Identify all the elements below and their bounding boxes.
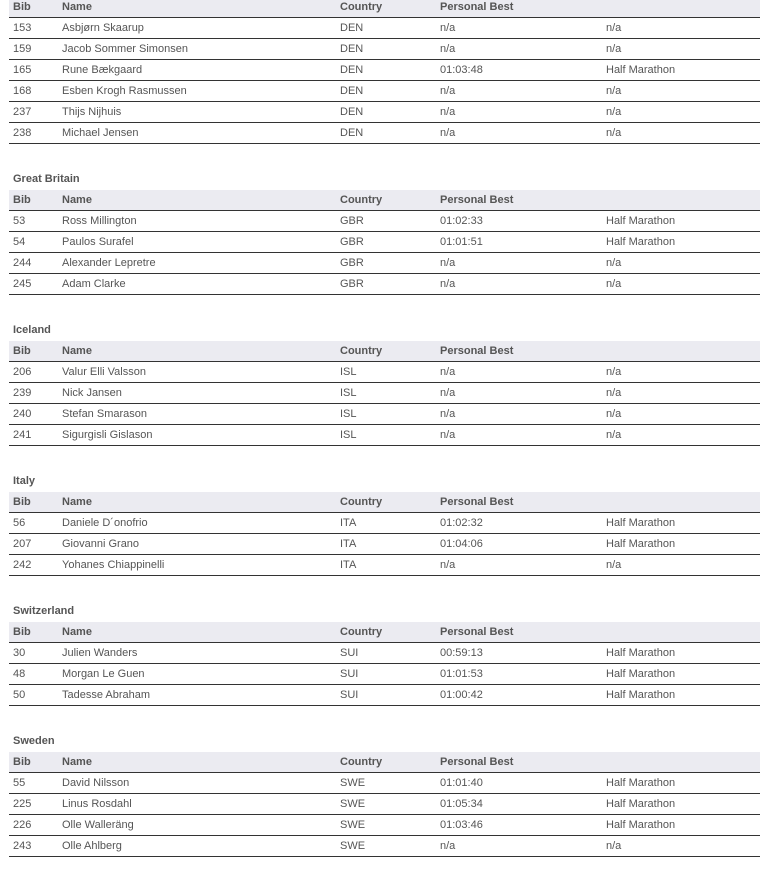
bib-cell: 238 [9,123,62,144]
country-heading: Great Britain [13,173,80,185]
table-row [9,404,760,425]
table-row [9,362,760,383]
table-row [9,123,760,144]
athlete-name-cell: Adam Clarke [62,274,340,295]
table-row [9,643,760,664]
event-cell: n/a [606,362,760,383]
athlete-name-cell: Michael Jensen [62,123,340,144]
bib-cell: 56 [9,513,62,534]
country-section [0,730,768,857]
event-cell: n/a [606,274,760,295]
country-code-cell: DEN [340,123,440,144]
column-header-country: Country [340,492,440,513]
country-code-cell: GBR [340,232,440,253]
event-cell: n/a [606,404,760,425]
column-header-event [606,622,760,643]
athlete-table [9,752,760,857]
table-row [9,18,760,39]
country-code-cell: ISL [340,383,440,404]
event-cell: Half Marathon [606,513,760,534]
column-header-bib: Bib [9,190,62,211]
table-row [9,102,760,123]
personal-best-cell: n/a [440,425,606,446]
bib-cell: 237 [9,102,62,123]
bib-cell: 207 [9,534,62,555]
country-code-cell: DEN [340,39,440,60]
personal-best-cell: 01:04:06 [440,534,606,555]
country-code-cell: SWE [340,794,440,815]
bib-cell: 239 [9,383,62,404]
athlete-name-cell: Stefan Smarason [62,404,340,425]
table-row [9,274,760,295]
column-header-country: Country [340,0,440,18]
table-header-row [9,341,760,362]
country-code-cell: SUI [340,685,440,706]
column-header-name: Name [62,341,340,362]
bib-cell: 153 [9,18,62,39]
column-header-personal-best: Personal Best [440,492,606,513]
country-heading: Sweden [13,735,55,747]
athlete-table [9,0,760,144]
personal-best-cell: 01:01:51 [440,232,606,253]
personal-best-cell: n/a [440,404,606,425]
country-code-cell: SWE [340,836,440,857]
column-header-name: Name [62,752,340,773]
personal-best-cell: 01:05:34 [440,794,606,815]
bib-cell: 30 [9,643,62,664]
country-code-cell: SWE [340,773,440,794]
athlete-name-cell: Julien Wanders [62,643,340,664]
athlete-name-cell: Olle Ahlberg [62,836,340,857]
bib-cell: 159 [9,39,62,60]
athlete-table [9,190,760,295]
table-row [9,211,760,232]
event-cell: n/a [606,383,760,404]
country-heading: Italy [13,475,36,487]
event-cell: n/a [606,425,760,446]
country-code-cell: ISL [340,362,440,383]
country-section [0,600,768,706]
country-code-cell: SWE [340,815,440,836]
table-row [9,836,760,857]
column-header-country: Country [340,752,440,773]
athlete-name-cell: Esben Krogh Rasmussen [62,81,340,102]
column-header-name: Name [62,190,340,211]
event-cell: Half Marathon [606,232,760,253]
column-header-personal-best: Personal Best [440,752,606,773]
table-row [9,425,760,446]
column-header-bib: Bib [9,752,62,773]
personal-best-cell: 01:03:48 [440,60,606,81]
table-row [9,534,760,555]
personal-best-cell: n/a [440,836,606,857]
personal-best-cell: n/a [440,274,606,295]
event-cell: n/a [606,123,760,144]
athlete-name-cell: Valur Elli Valsson [62,362,340,383]
table-header-row [9,622,760,643]
column-header-personal-best: Personal Best [440,622,606,643]
athlete-table [9,622,760,706]
country-code-cell: DEN [340,60,440,81]
personal-best-cell: 01:01:53 [440,664,606,685]
country-section [0,319,768,446]
athlete-name-cell: Daniele D´onofrio [62,513,340,534]
athlete-name-cell: Morgan Le Guen [62,664,340,685]
athlete-name-cell: Linus Rosdahl [62,794,340,815]
bib-cell: 55 [9,773,62,794]
column-header-country: Country [340,190,440,211]
table-row [9,685,760,706]
column-header-name: Name [62,622,340,643]
column-header-country: Country [340,341,440,362]
bib-cell: 244 [9,253,62,274]
column-header-personal-best: Personal Best [440,0,606,18]
athlete-name-cell: David Nilsson [62,773,340,794]
column-header-event [606,752,760,773]
bib-cell: 165 [9,60,62,81]
athlete-name-cell: Jacob Sommer Simonsen [62,39,340,60]
column-header-bib: Bib [9,492,62,513]
column-header-event [606,492,760,513]
event-cell: Half Marathon [606,815,760,836]
personal-best-cell: n/a [440,102,606,123]
bib-cell: 225 [9,794,62,815]
country-code-cell: SUI [340,643,440,664]
country-code-cell: ITA [340,513,440,534]
bib-cell: 245 [9,274,62,295]
personal-best-cell: 01:01:40 [440,773,606,794]
personal-best-cell: n/a [440,123,606,144]
column-header-name: Name [62,492,340,513]
event-cell: Half Marathon [606,60,760,81]
country-section [0,0,768,144]
event-cell: Half Marathon [606,211,760,232]
athlete-table [9,492,760,576]
personal-best-cell: n/a [440,253,606,274]
athlete-name-cell: Yohanes Chiappinelli [62,555,340,576]
bib-cell: 240 [9,404,62,425]
personal-best-cell: 01:03:46 [440,815,606,836]
country-code-cell: DEN [340,102,440,123]
column-header-event [606,341,760,362]
column-header-bib: Bib [9,341,62,362]
country-code-cell: ISL [340,425,440,446]
personal-best-cell: n/a [440,39,606,60]
country-code-cell: SUI [340,664,440,685]
athlete-name-cell: Alexander Lepretre [62,253,340,274]
personal-best-cell: 01:02:32 [440,513,606,534]
event-cell: Half Marathon [606,685,760,706]
table-row [9,513,760,534]
event-cell: n/a [606,39,760,60]
table-header-row [9,492,760,513]
athlete-name-cell: Olle Walleräng [62,815,340,836]
personal-best-cell: 01:00:42 [440,685,606,706]
event-cell: n/a [606,81,760,102]
personal-best-cell: n/a [440,555,606,576]
country-code-cell: ISL [340,404,440,425]
athlete-name-cell: Giovanni Grano [62,534,340,555]
column-header-name: Name [62,0,340,18]
bib-cell: 53 [9,211,62,232]
country-section [0,168,768,295]
country-code-cell: ITA [340,555,440,576]
country-code-cell: GBR [340,253,440,274]
column-header-personal-best: Personal Best [440,190,606,211]
table-header-row [9,752,760,773]
country-heading: Iceland [13,324,51,336]
bib-cell: 48 [9,664,62,685]
personal-best-cell: 00:59:13 [440,643,606,664]
bib-cell: 206 [9,362,62,383]
country-section [0,470,768,576]
table-row [9,555,760,576]
country-code-cell: ITA [340,534,440,555]
country-code-cell: GBR [340,211,440,232]
event-cell: n/a [606,18,760,39]
event-cell: Half Marathon [606,534,760,555]
athlete-name-cell: Sigurgisli Gislason [62,425,340,446]
country-code-cell: GBR [340,274,440,295]
event-cell: Half Marathon [606,643,760,664]
column-header-personal-best: Personal Best [440,341,606,362]
personal-best-cell: n/a [440,81,606,102]
table-row [9,253,760,274]
bib-cell: 226 [9,815,62,836]
athlete-name-cell: Tadesse Abraham [62,685,340,706]
athlete-name-cell: Thijs Nijhuis [62,102,340,123]
personal-best-cell: n/a [440,383,606,404]
athlete-name-cell: Rune Bækgaard [62,60,340,81]
athlete-name-cell: Asbjørn Skaarup [62,18,340,39]
athlete-table [9,341,760,446]
table-row [9,815,760,836]
table-row [9,232,760,253]
bib-cell: 242 [9,555,62,576]
event-cell: n/a [606,102,760,123]
table-row [9,81,760,102]
country-heading: Switzerland [13,605,75,617]
athlete-name-cell: Nick Jansen [62,383,340,404]
event-cell: n/a [606,253,760,274]
column-header-bib: Bib [9,0,62,18]
bib-cell: 50 [9,685,62,706]
table-row [9,383,760,404]
event-cell: n/a [606,555,760,576]
bib-cell: 168 [9,81,62,102]
column-header-country: Country [340,622,440,643]
personal-best-cell: n/a [440,18,606,39]
table-row [9,39,760,60]
table-row [9,773,760,794]
column-header-bib: Bib [9,622,62,643]
event-cell: Half Marathon [606,794,760,815]
personal-best-cell: 01:02:33 [440,211,606,232]
table-header-row [9,0,760,18]
table-header-row [9,190,760,211]
table-row [9,60,760,81]
column-header-event [606,0,760,18]
athlete-name-cell: Paulos Surafel [62,232,340,253]
bib-cell: 243 [9,836,62,857]
event-cell: Half Marathon [606,664,760,685]
bib-cell: 241 [9,425,62,446]
column-header-event [606,190,760,211]
country-code-cell: DEN [340,18,440,39]
table-row [9,664,760,685]
bib-cell: 54 [9,232,62,253]
event-cell: n/a [606,836,760,857]
country-code-cell: DEN [340,81,440,102]
personal-best-cell: n/a [440,362,606,383]
event-cell: Half Marathon [606,773,760,794]
table-row [9,794,760,815]
athlete-name-cell: Ross Millington [62,211,340,232]
